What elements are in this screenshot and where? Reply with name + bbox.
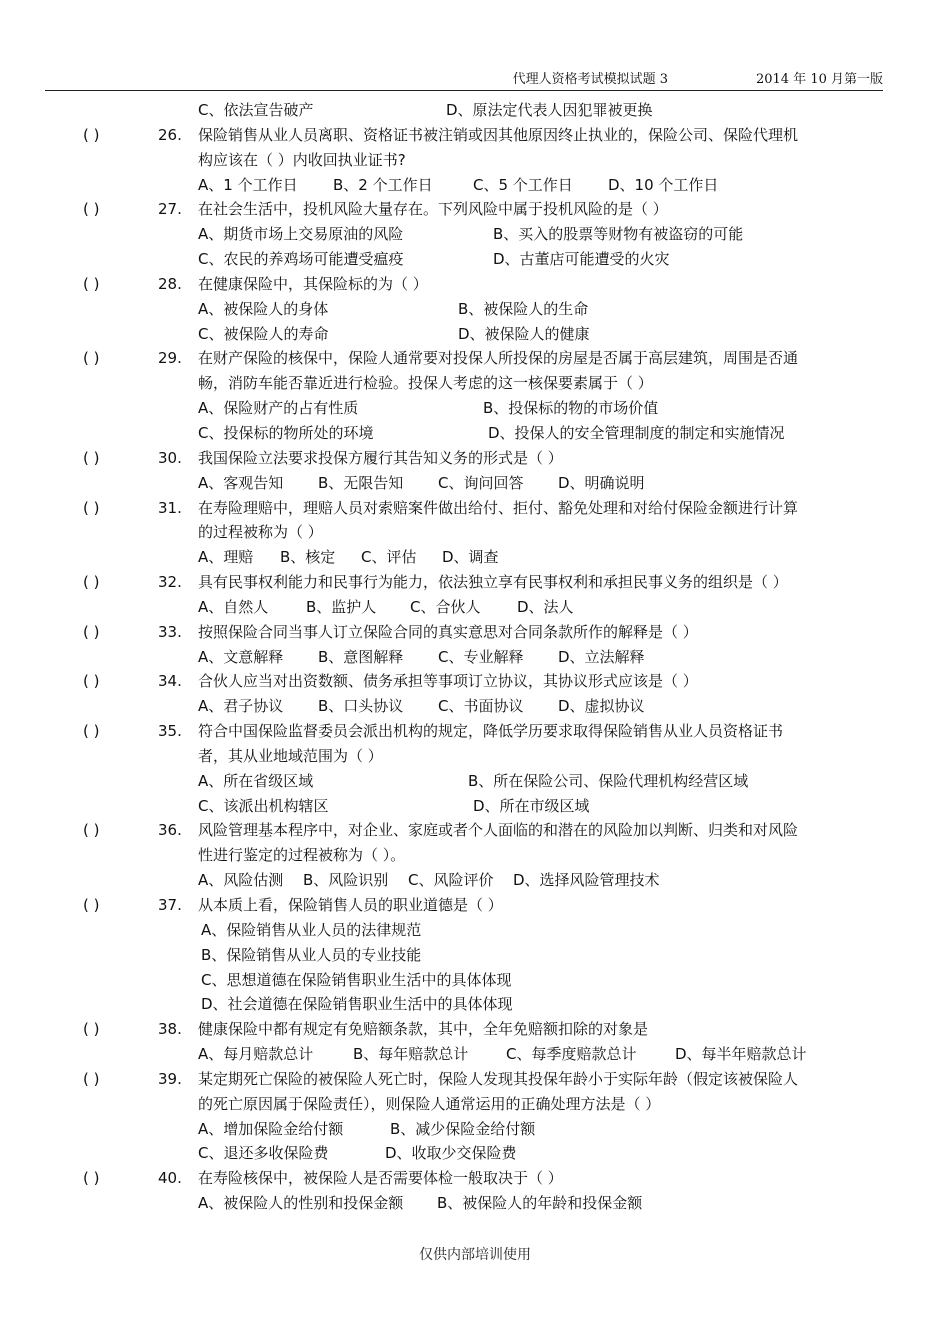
question-continuation — [0, 148, 950, 173]
options-row — [0, 173, 950, 198]
options-row — [0, 595, 950, 620]
options-row — [0, 98, 950, 123]
answer-option: A、客观告知 — [198, 473, 284, 492]
question-text: 保险销售从业人员离职、资格证书被注销或因其他原因终止执业的，保险公司、保险代理机 — [198, 125, 799, 144]
answer-option: D、10 个工作日 — [608, 175, 719, 194]
answer-option: A、保险财产的占有性质 — [198, 399, 359, 418]
answer-option: C、退还多收保险费 — [198, 1144, 329, 1163]
answer-option: A、被保险人的身体 — [198, 299, 329, 318]
question-number: 35. — [158, 722, 182, 741]
question-continuation — [0, 843, 950, 868]
question-number: 27. — [158, 200, 182, 219]
answer-option: C、风险评价 — [408, 871, 494, 890]
header-edition: 2014 年 10 月第一版 — [755, 72, 883, 87]
answer-option: D、原法定代表人因犯罪被更换 — [446, 101, 653, 119]
answer-option: D、虚拟协议 — [558, 697, 645, 716]
question-text: 者，其从业地域范围为（ ） — [198, 746, 383, 765]
question-row — [0, 893, 950, 918]
page-header — [45, 66, 883, 91]
answer-option: A、保险销售从业人员的法律规范 — [201, 920, 422, 939]
answer-option: C、农民的养鸡场可能遭受瘟疫 — [198, 250, 404, 269]
answer-option: D、立法解释 — [558, 647, 645, 666]
question-text: 畅，消防车能否靠近进行检验。投保人考虑的这一核保要素属于（ ） — [198, 374, 653, 393]
question-text: 的过程被称为（ ） — [198, 523, 323, 542]
answer-option: A、每月赔款总计 — [198, 1045, 314, 1064]
answer-option: B、保险销售从业人员的专业技能 — [201, 945, 422, 964]
question-text: 具有民事权利能力和民事行为能力，依法独立享有民事权利和承担民事义务的组织是（ ） — [198, 573, 788, 592]
answer-option: B、口头协议 — [318, 697, 404, 716]
question-row — [0, 669, 950, 694]
answer-option: D、收取少交保险费 — [385, 1144, 517, 1163]
question-row — [0, 272, 950, 297]
options-row — [0, 694, 950, 719]
answer-option: C、思想道德在保险销售职业生活中的具体体现 — [201, 970, 512, 989]
options-row — [0, 297, 950, 322]
answer-option: A、自然人 — [198, 597, 269, 616]
answer-bracket: ( ) — [83, 622, 100, 641]
question-number: 33. — [158, 622, 182, 641]
options-row — [0, 322, 950, 347]
question-row — [0, 123, 950, 148]
answer-option: B、被保险人的年龄和投保金额 — [437, 1194, 643, 1213]
question-continuation — [0, 520, 950, 545]
answer-option: A、君子协议 — [198, 697, 284, 716]
question-number: 34. — [158, 672, 182, 691]
question-row — [0, 570, 950, 595]
question-text: 在寿险理赔中，理赔人员对索赔案件做出给付、拒付、豁免处理和对给付保险金额进行计算 — [198, 498, 799, 517]
answer-option: D、法人 — [517, 597, 574, 616]
options-row — [0, 1191, 950, 1216]
answer-option: B、核定 — [280, 548, 336, 567]
answer-option: C、5 个工作日 — [473, 175, 573, 194]
question-row — [0, 719, 950, 744]
answer-option: C、合伙人 — [410, 597, 481, 616]
question-row — [0, 620, 950, 645]
answer-option: C、询问回答 — [438, 473, 524, 492]
answer-option: C、被保险人的寿命 — [198, 324, 329, 343]
question-number: 38. — [158, 1020, 182, 1039]
question-text: 健康保险中都有规定有免赔额条款，其中，全年免赔额扣除的对象是 — [198, 1020, 649, 1039]
options-row — [0, 769, 950, 794]
options-row — [0, 645, 950, 670]
answer-option: D、社会道德在保险销售职业生活中的具体体现 — [201, 995, 513, 1014]
answer-option: B、每年赔款总计 — [353, 1045, 469, 1064]
options-row — [0, 868, 950, 893]
answer-option: A、风险估测 — [198, 871, 284, 890]
answer-bracket: ( ) — [83, 722, 100, 741]
answer-option: D、选择风险管理技术 — [513, 871, 660, 890]
answer-bracket: ( ) — [83, 349, 100, 368]
answer-option: B、减少保险金给付额 — [390, 1119, 536, 1138]
answer-bracket: ( ) — [83, 821, 100, 840]
answer-option: D、古董店可能遭受的火灾 — [493, 250, 670, 269]
answer-option: D、所在市级区域 — [473, 796, 590, 815]
answer-option: A、增加保险金给付额 — [198, 1119, 344, 1138]
question-number: 30. — [158, 448, 182, 467]
options-row — [0, 421, 950, 446]
answer-option: B、2 个工作日 — [333, 175, 433, 194]
answer-option: B、所在保险公司、保险代理机构经营区域 — [468, 771, 749, 790]
options-row — [0, 396, 950, 421]
answer-option: D、每半年赔款总计 — [675, 1045, 807, 1064]
question-number: 40. — [158, 1169, 182, 1188]
answer-option: C、每季度赔款总计 — [506, 1045, 637, 1064]
question-row — [0, 446, 950, 471]
answer-option: B、被保险人的生命 — [458, 299, 589, 318]
question-row — [0, 1166, 950, 1191]
answer-option: C、投保标的物所处的环境 — [198, 423, 374, 442]
question-number: 37. — [158, 896, 182, 914]
question-list — [0, 98, 950, 1216]
question-row — [0, 818, 950, 843]
question-text: 合伙人应当对出资数额、债务承担等事项订立协议，其协议形式应该是（ ） — [198, 672, 698, 691]
answer-option: D、调查 — [442, 548, 499, 567]
question-text: 我国保险立法要求投保方履行其告知义务的形式是（ ） — [198, 448, 563, 467]
question-text: 符合中国保险监督委员会派出机构的规定，降低学历要求取得保险销售从业人员资格证书 — [198, 722, 784, 741]
answer-option: B、投保标的物的市场价值 — [483, 399, 659, 418]
answer-bracket: ( ) — [83, 448, 100, 467]
options-row — [0, 918, 950, 943]
options-row — [0, 222, 950, 247]
question-text: 在社会生活中，投机风险大量存在。下列风险中属于投机风险的是（ ） — [198, 200, 668, 219]
options-row — [0, 1117, 950, 1142]
answer-option: A、理赔 — [198, 548, 254, 567]
answer-option: A、期货市场上交易原油的风险 — [198, 225, 404, 244]
question-text: 构应该在（ ）内收回执业证书? — [198, 150, 406, 169]
answer-option: D、明确说明 — [558, 473, 645, 492]
question-number: 28. — [158, 274, 182, 293]
answer-bracket: ( ) — [83, 498, 100, 517]
question-row — [0, 1067, 950, 1092]
answer-option: A、文意解释 — [198, 647, 284, 666]
answer-bracket: ( ) — [83, 672, 100, 691]
options-row — [0, 247, 950, 272]
answer-option: B、意图解释 — [318, 647, 404, 666]
answer-option: A、1 个工作日 — [198, 175, 298, 194]
question-row — [0, 1017, 950, 1042]
answer-option: B、风险识别 — [303, 871, 389, 890]
answer-option: A、被保险人的性别和投保金额 — [198, 1194, 404, 1213]
question-number: 26. — [158, 125, 182, 144]
answer-bracket: ( ) — [83, 1169, 100, 1188]
question-text: 风险管理基本程序中，对企业、家庭或者个人面临的和潜在的风险加以判断、归类和对风险 — [198, 821, 799, 840]
answer-option: C、该派出机构辖区 — [198, 796, 329, 815]
answer-bracket: ( ) — [83, 1020, 100, 1039]
options-row — [0, 794, 950, 819]
answer-option: B、无限告知 — [318, 473, 404, 492]
answer-option: A、所在省级区域 — [198, 771, 314, 790]
question-text: 从本质上看，保险销售人员的职业道德是（ ） — [198, 896, 503, 914]
question-number: 39. — [158, 1069, 182, 1088]
options-row — [0, 545, 950, 570]
question-text: 某定期死亡保险的被保险人死亡时，保险人发现其投保年龄小于实际年龄（假定该被保险人 — [198, 1069, 799, 1088]
question-row — [0, 496, 950, 521]
question-number: 36. — [158, 821, 182, 840]
options-row — [0, 1042, 950, 1067]
question-text: 按照保险合同当事人订立保险合同的真实意思对合同条款所作的解释是（ ） — [198, 622, 698, 641]
question-text: 在寿险核保中，被保险人是否需要体检一般取决于（ ） — [198, 1169, 563, 1188]
answer-option: C、评估 — [361, 548, 417, 567]
options-row — [0, 992, 950, 1017]
options-row — [0, 1141, 950, 1166]
answer-bracket: ( ) — [83, 573, 100, 592]
options-row — [0, 943, 950, 968]
answer-option: C、依法宣告破产 — [198, 101, 314, 119]
answer-option: C、书面协议 — [438, 697, 524, 716]
answer-option: D、投保人的安全管理制度的制定和实施情况 — [488, 423, 785, 442]
question-text: 性进行鉴定的过程被称为（ ）。 — [198, 846, 406, 865]
question-continuation — [0, 744, 950, 769]
question-text: 的死亡原因属于保险责任），则保险人通常运用的正确处理方法是（ ） — [198, 1094, 661, 1113]
question-number: 29. — [158, 349, 182, 368]
question-text: 在健康保险中，其保险标的为（ ） — [198, 274, 428, 293]
header-title: 代理人资格考试模拟试题 3 — [512, 72, 668, 87]
answer-bracket: ( ) — [83, 1069, 100, 1088]
question-continuation — [0, 371, 950, 396]
page-footer: 仅供内部培训使用 — [419, 1247, 531, 1263]
options-row — [0, 968, 950, 993]
answer-option: D、被保险人的健康 — [458, 324, 590, 343]
question-number: 32. — [158, 573, 182, 592]
answer-bracket: ( ) — [83, 125, 100, 144]
answer-bracket: ( ) — [83, 200, 100, 219]
question-row — [0, 346, 950, 371]
question-row — [0, 197, 950, 222]
answer-option: B、买入的股票等财物有被盗窃的可能 — [493, 225, 744, 244]
question-number: 31. — [158, 498, 182, 517]
answer-bracket: ( ) — [83, 274, 100, 293]
options-row — [0, 471, 950, 496]
question-continuation — [0, 1092, 950, 1117]
answer-bracket: ( ) — [83, 896, 100, 914]
question-text: 在财产保险的核保中，保险人通常要对投保人所投保的房屋是否属于高层建筑，周围是否通 — [198, 349, 799, 368]
answer-option: C、专业解释 — [438, 647, 524, 666]
answer-option: B、监护人 — [306, 597, 377, 616]
